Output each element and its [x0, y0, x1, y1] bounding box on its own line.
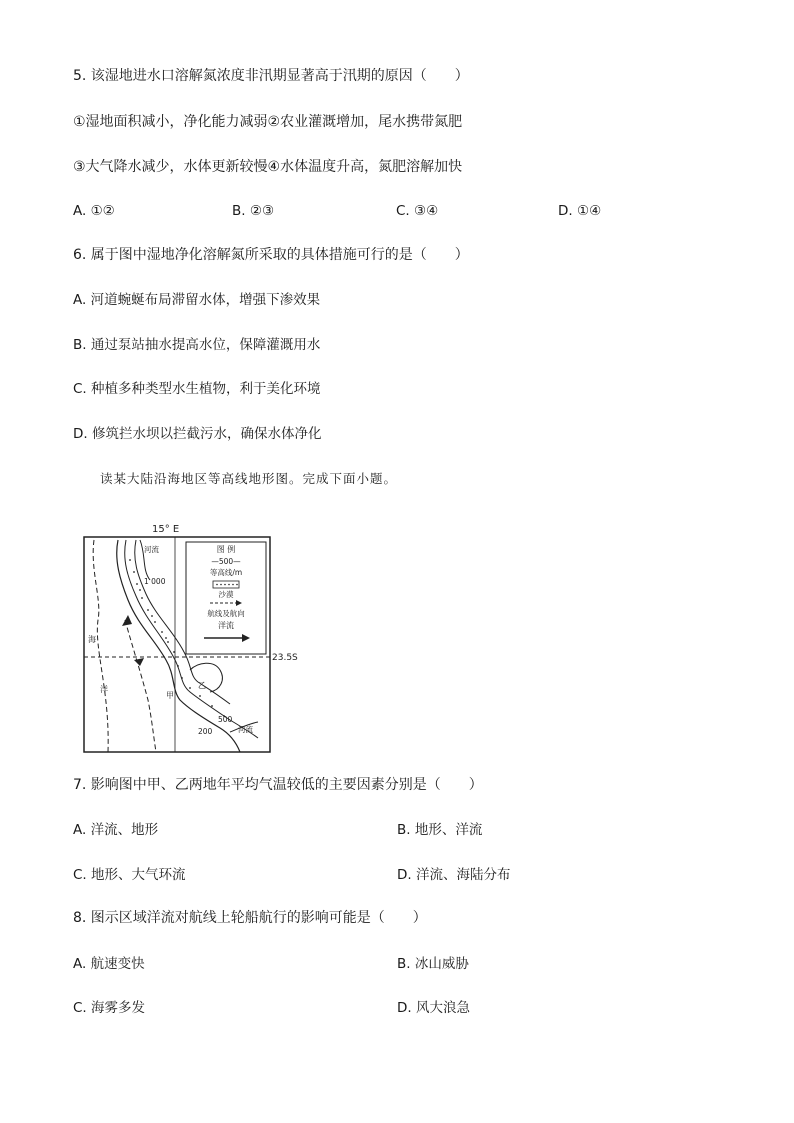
q8-option-c: C. 海雾多发	[73, 1000, 146, 1016]
q8-stem: 8. 图示区域洋流对航线上轮船航行的影响可能是（ ）	[73, 910, 427, 926]
ocean-label: 洋	[100, 685, 108, 694]
river-label-bottom: 河流	[238, 725, 253, 734]
q5-statement-2: ③大气降水减少，水体更新较慢④水体温度升高，氮肥溶解加快	[73, 159, 463, 175]
q6-option-a: A. 河道蜿蜒布局滞留水体，增强下渗效果	[73, 292, 321, 308]
contour-200-label: 200	[198, 727, 213, 736]
q8-option-a: A. 航速变快	[73, 956, 145, 972]
contour-1000-label: 1 000	[144, 577, 166, 586]
legend-sand-label: 沙漠	[218, 590, 234, 599]
legend-contour-label: 等高线/m	[209, 568, 243, 577]
legend-current-label: 洋流	[218, 621, 234, 630]
q5-option-a: A. ①②	[73, 203, 115, 219]
q7-option-c: C. 地形、大气环流	[73, 867, 186, 883]
contour-map	[80, 520, 298, 755]
q5-option-b: B. ②③	[232, 203, 275, 219]
q6-option-b: B. 通过泵站抽水提高水位，保障灌溉用水	[73, 337, 321, 353]
q5-stem: 5. 该湿地进水口溶解氮浓度非汛期显著高于汛期的原因（ ）	[73, 68, 469, 84]
q7-option-a: A. 洋流、地形	[73, 822, 159, 838]
q5-option-c: C. ③④	[396, 203, 439, 219]
q5-option-d: D. ①④	[558, 203, 602, 219]
map-intro: 读某大陆沿海地区等高线地形图。完成下面小题。	[100, 471, 398, 486]
place-jia: 甲	[166, 691, 174, 700]
q8-option-d: D. 风大浪急	[397, 1000, 470, 1016]
legend-contour-value: —500—	[211, 557, 241, 566]
q5-statement-1: ①湿地面积减小，净化能力减弱②农业灌溉增加，尾水携带氮肥	[73, 114, 463, 130]
q7-option-b: B. 地形、洋流	[397, 822, 483, 838]
q6-option-c: C. 种植多种类型水生植物，利于美化环境	[73, 381, 321, 397]
q6-stem: 6. 属于图中湿地净化溶解氮所采取的具体措施可行的是（ ）	[73, 247, 469, 263]
river-label-top: 河流	[144, 545, 159, 554]
q7-option-d: D. 洋流、海陆分布	[397, 867, 511, 883]
legend-route-label: 航线及航向	[207, 609, 245, 618]
longitude-label: 15° E	[152, 524, 180, 535]
sea-label: 海	[88, 635, 96, 644]
latitude-label: 23.5S	[272, 653, 298, 663]
q7-stem: 7. 影响图中甲、乙两地年平均气温较低的主要因素分别是（ ）	[73, 777, 483, 793]
place-yi: 乙	[198, 681, 206, 690]
contour-500-label: 500	[218, 715, 233, 724]
legend-title: 图 例	[216, 545, 236, 554]
q6-option-d: D. 修筑拦水坝以拦截污水，确保水体净化	[73, 426, 322, 442]
q8-option-b: B. 冰山威胁	[397, 956, 469, 972]
